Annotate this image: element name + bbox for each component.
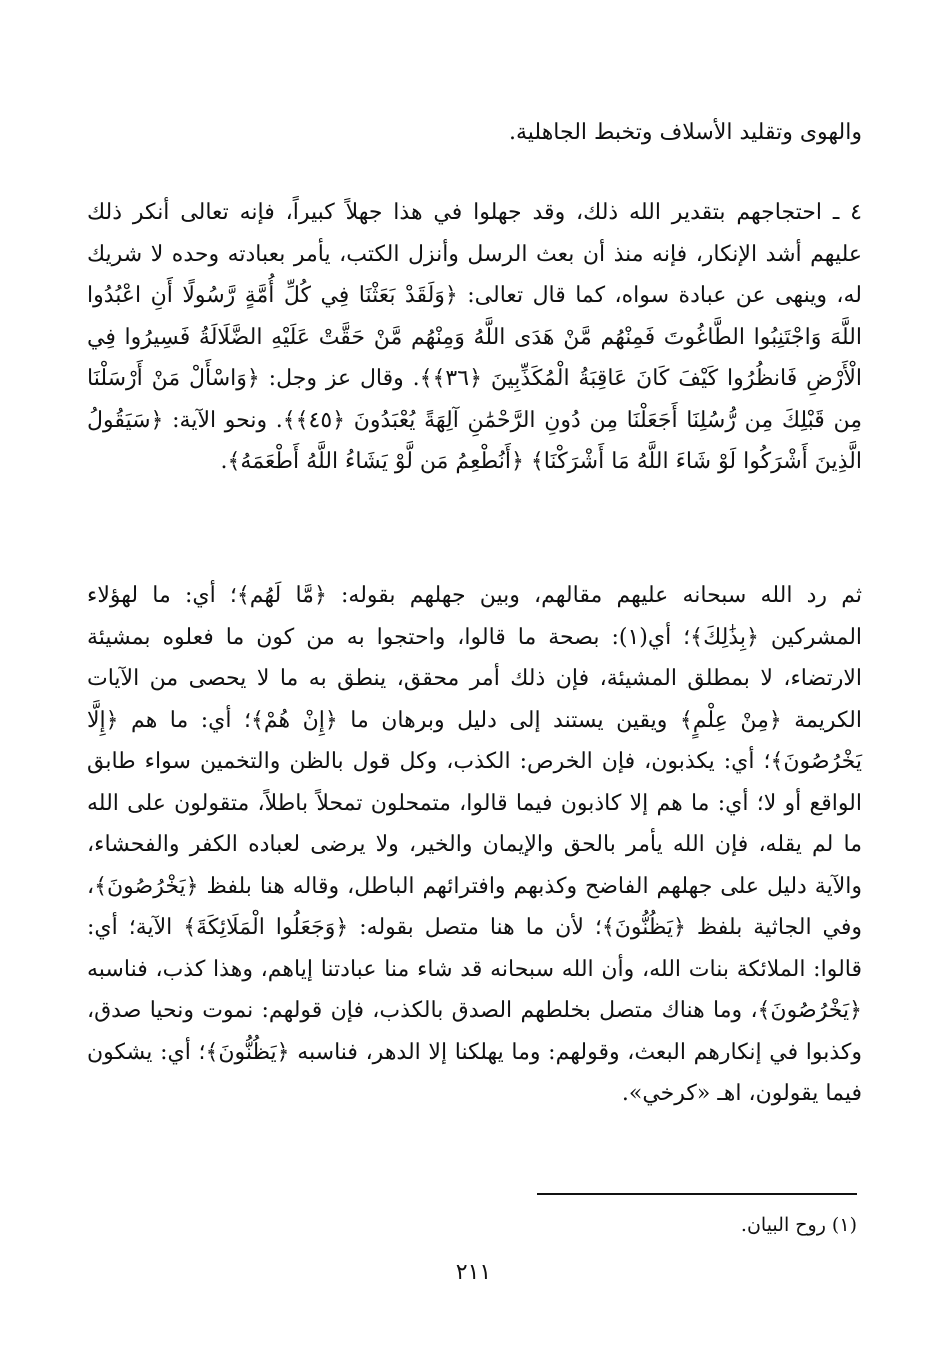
- footnote-separator: [537, 1193, 857, 1195]
- paragraph-point-four: ٤ ـ احتجاجهم بتقدير الله ذلك، وقد جهلوا في هذا جهلاً كبيراً، فإنه تعالى أنكر ذلك عليهم أشد الإنكار، فإنه منذ أن بعث الرسل وأنزل الكتب، يأمر بعبادته وحده لا شريك له، وينهى عن عبادة سواه، كما قال تعالى: ﴿وَلَقَدْ بَعَثْنَا فِي كُلِّ أُمَّةٍ رَّسُولًا أَنِ اعْبُدُوا اللَّهَ وَاجْتَنِبُوا الطَّاغُوتَ فَمِنْهُم مَّنْ هَدَى اللَّهُ وَمِنْهُم مَّنْ حَقَّتْ عَلَيْهِ الضَّلَالَةُ فَسِيرُوا فِي الْأَرْضِ فَانظُرُوا كَيْفَ كَانَ عَاقِبَةُ الْمُكَذِّبِينَ ﴿٣٦﴾﴾. وقال عز وجل: ﴿وَاسْأَلْ مَنْ أَرْسَلْنَا مِن قَبْلِكَ مِن رُّسُلِنَا أَجَعَلْنَا مِن دُونِ الرَّحْمَٰنِ آلِهَةً يُعْبَدُونَ ﴿٤٥﴾﴾. ونحو الآية: ﴿سَيَقُولُ الَّذِينَ أَشْرَكُوا لَوْ شَاءَ اللَّهُ مَا أَشْرَكْنَا﴾ ﴿أَنُطْعِمُ مَن لَّوْ يَشَاءُ اللَّهُ أَطْعَمَهُ﴾.: [87, 200, 863, 474]
- paragraph-refutation: ثم رد الله سبحانه عليهم مقالهم، وبين جهلهم بقوله: ﴿مَّا لَهُم﴾؛ أي: ما لهؤلاء المشركين ﴿بِذَٰلِكَ﴾؛ أي(١): بصحة ما قالوا، واحتجوا به من كون ما فعلوه بمشيئة الارتضاء، لا بمطلق المشيئة، فإن ذلك أمر محقق، ينطق به ما لا يحصى من الآيات الكريمة ﴿مِنْ عِلْمٍ﴾ ويقين يستند إلى دليل وبرهان ما ﴿إِنْ هُمْ﴾؛ أي: ما هم ﴿إِلَّا يَخْرُصُونَ﴾؛ أي: يكذبون، فإن الخرص: الكذب، وكل قول بالظن والتخمين سواء طابق الواقع أو لا؛ أي: ما هم إلا كاذبون فيما قالوا، متمحلون تمحلاً باطلاً، متقولون على الله ما لم يقله، فإن الله يأمر بالحق والإيمان والخير، ولا يرضى لعباده الكفر والفحشاء، والآية دليل على جهلهم الفاضح وكذبهم وافترائهم الباطل، وقاله هنا بلفظ ﴿يَخْرُصُونَ﴾، وفي الجاثية بلفظ ﴿يَظُنُّونَ﴾؛ لأن ما هنا متصل بقوله: ﴿وَجَعَلُوا الْمَلَائِكَةَ﴾ الآية؛ أي: قالوا: الملائكة بنات الله، وأن الله سبحانه قد شاء منا عبادتنا إياهم، وهذا كذب، فناسبه ﴿يَخْرُصُونَ﴾، وما هناك متصل بخلطهم الصدق بالكذب، فإن قولهم: نموت ونحيا صدق، وكذبوا في إنكارهم البعث، وقولهم: وما يهلكنا إلا الدهر، فناسبه ﴿يَظُنُّونَ﴾؛ أي: يشكون فيما يقولون، اهـ «كرخي».: [87, 583, 863, 1106]
- page-number: ٢١١: [455, 1260, 492, 1285]
- paragraph-intro-continuation: والهوى وتقليد الأسلاف وتخبط الجاهلية.: [508, 120, 862, 145]
- footnote: (١) روح البيان.: [740, 1214, 857, 1236]
